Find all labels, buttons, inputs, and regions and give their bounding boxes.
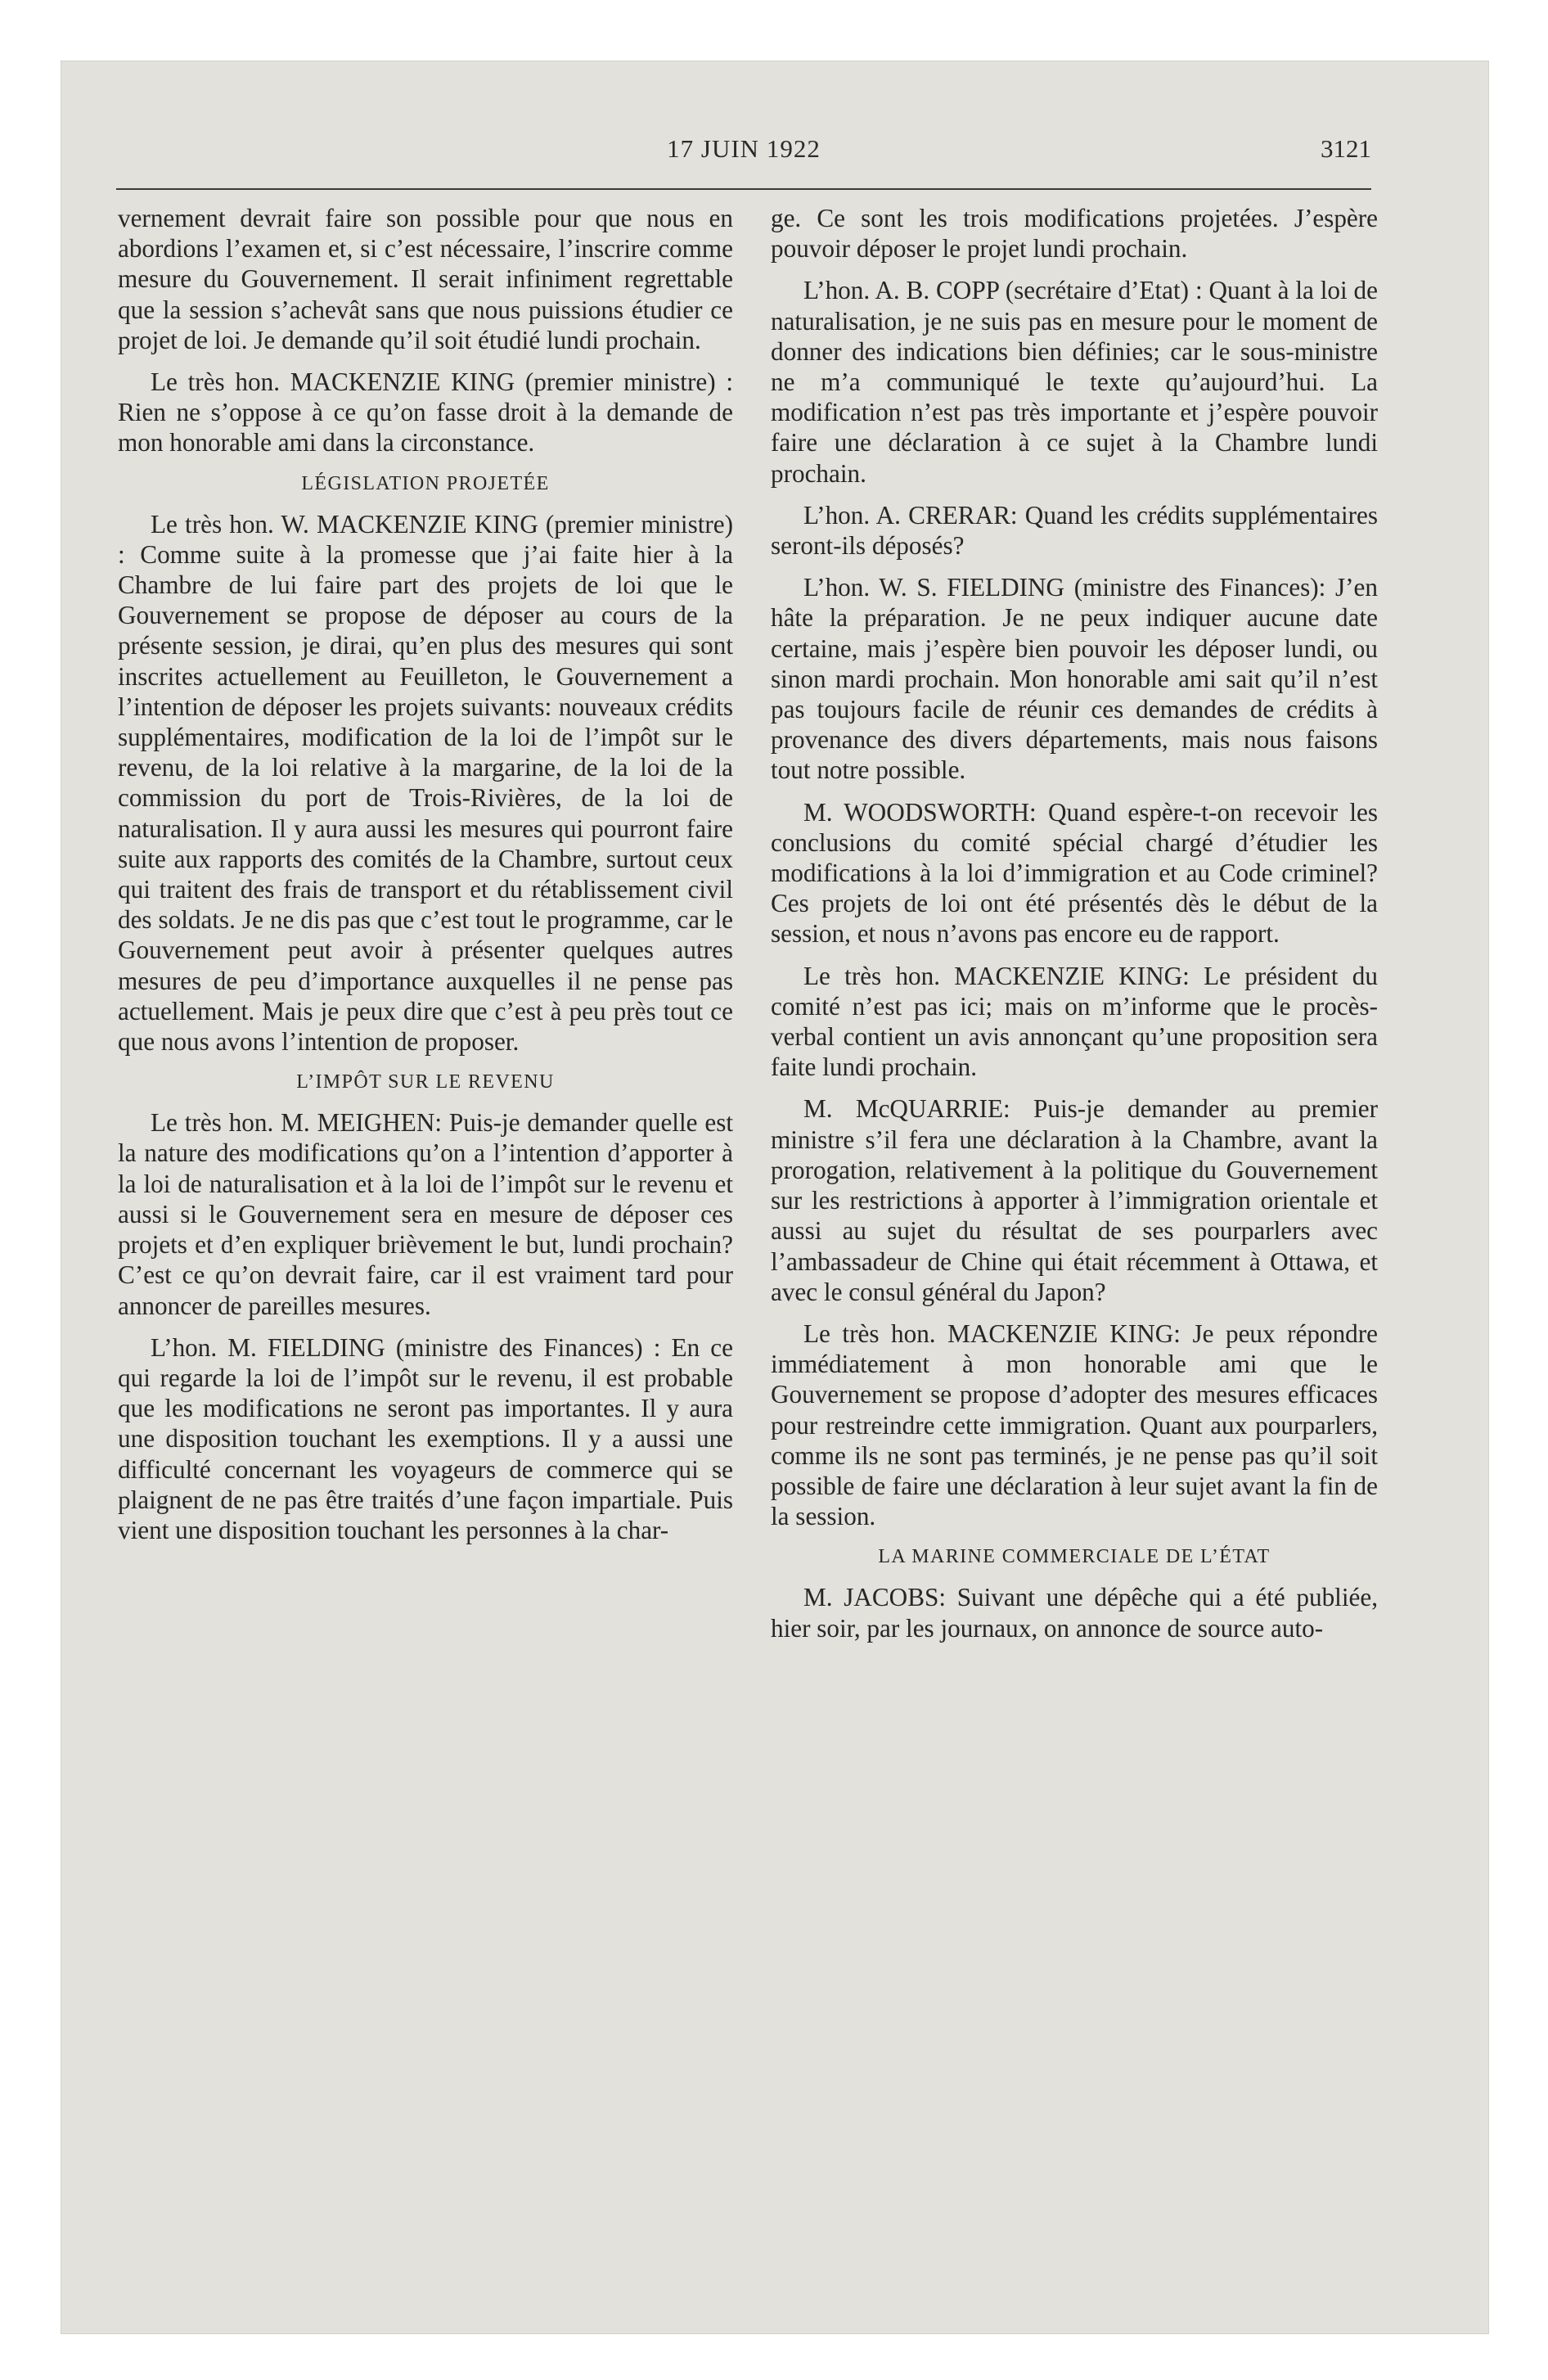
paragraph: L’hon. W. S. FIELDING (ministre des Finances): J’en hâte la préparation. Je ne peux indiquer aucune date certaine, mais j’espère bien pouvoir les déposer lundi, ou sinon mardi prochain. Mon honorable ami sait qu’il n’est pas toujours facile de réunir ces demandes de crédits à provenance des divers départements, mais nous faisons tout notre possible. bbox=[771, 573, 1378, 785]
paragraph: ge. Ce sont les trois modifications projetées. J’espère pouvoir déposer le projet lundi prochain. bbox=[771, 204, 1378, 264]
page-header bbox=[116, 134, 1371, 175]
paragraph: M. WOODSWORTH: Quand espère-t-on recevoir les conclusions du comité spécial chargé d’étudier les modifications à la loi d’immigration et au Code criminel? Ces projets de loi ont été présentés dès le début de la session, et nous n’avons pas encore eu de rapport. bbox=[771, 797, 1378, 949]
section-heading: L’IMPÔT SUR LE REVENU bbox=[296, 1071, 555, 1093]
paragraph: Le très hon. W. MACKENZIE KING (premier ministre) : Comme suite à la promesse que j’ai faite hier à la Chambre de lui faire part des projets de loi que le Gouvernement se propose de déposer au cours de la présente session, je dirai, qu’en plus des mesures qui sont inscrites actuellement au Feuilleton, le Gouvernement a l’intention de déposer les projets suivants: nouveaux crédits supplémentaires, modification de la loi de l’impôt sur le revenu, de la loi relative à la margarine, de la loi de la commission du port de Trois-Rivières, de la loi de naturalisation. Il y aura aussi les mesures qui pourront faire suite aux rapports des comités de la Chambre, surtout ceux qui traitent des frais de transport et du rétablissement civil des soldats. Je ne dis pas que c’est tout le programme, car le Gouvernement peut avoir à présenter quelques autres mesures de peu d’importance auxquelles il ne pense pas actuellement. Mais je peux dire que c’est à peu près tout ce que nous avons l’intention de proposer. bbox=[118, 509, 733, 1057]
paragraph: L’hon. A. CRERAR: Quand les crédits supplémentaires seront-ils déposés? bbox=[771, 500, 1378, 561]
header-rule bbox=[116, 188, 1371, 190]
paragraph: L’hon. A. B. COPP (secrétaire d’Etat) : Quant à la loi de naturalisation, je ne suis pas en mesure pour le moment de donner des indications bien définies; car le sous-ministre ne m’a communiqué le texte qu’aujourd’hui. La modification n’est pas très importante et j’espère pouvoir faire une déclaration à ce sujet à la Chambre lundi prochain. bbox=[771, 276, 1378, 488]
section-heading: LA MARINE COMMERCIALE DE L’ÉTAT bbox=[878, 1546, 1271, 1568]
paragraph: Le très hon. MACKENZIE KING (premier ministre) : Rien ne s’oppose à ce qu’on fasse droit à la demande de mon honorable ami dans la circonstance. bbox=[118, 367, 733, 458]
section-heading: LÉGISLATION PROJETÉE bbox=[301, 472, 550, 494]
page-date: 17 JUIN 1922 bbox=[667, 134, 821, 163]
paragraph: vernement devrait faire son possible pour que nous en abordions l’examen et, si c’est nécessaire, l’inscrire comme mesure du Gouvernement. Il serait infiniment regrettable que la session s’achevât sans que nous puissions étudier ce projet de loi. Je demande qu’il soit étudié lundi prochain. bbox=[118, 204, 733, 354]
left-column bbox=[118, 203, 733, 1557]
right-column bbox=[771, 203, 1378, 1655]
paragraph: L’hon. M. FIELDING (ministre des Finances) : En ce qui regarde la loi de l’impôt sur le revenu, il est probable que les modifications ne seront pas importantes. Il y aura une disposition touchant les exemptions. Il y a aussi une difficulté concernant les voyageurs de commerce qui se plaignent de ne pas être traités d’une façon impartiale. Puis vient une disposition touchant les personnes à la char- bbox=[118, 1332, 733, 1544]
paragraph: M. JACOBS: Suivant une dépêche qui a été publiée, hier soir, par les journaux, on annonce de source auto- bbox=[771, 1583, 1378, 1643]
paragraph: Le très hon. MACKENZIE KING: Le président du comité n’est pas ici; mais on m’informe que le procès-verbal contient un avis annonçant qu’une proposition sera faite lundi prochain. bbox=[771, 961, 1378, 1082]
paragraph: Le très hon. MACKENZIE KING: Je peux répondre immédiatement à mon honorable ami que le Gouvernement se propose d’adopter des mesures efficaces pour restreindre cette immigration. Quant aux pourparlers, comme ils ne sont pas terminés, je ne pense pas qu’il soit possible de faire une déclaration à leur sujet avant la fin de la session. bbox=[771, 1318, 1378, 1531]
paragraph: Le très hon. M. MEIGHEN: Puis-je demander quelle est la nature des modifications qu’on a l’intention d’apporter à la loi de naturalisation et à la loi de l’impôt sur le revenu et aussi si le Gouvernement sera en mesure de déposer ces projets et d’en expliquer brièvement le but, lundi prochain? C’est ce qu’on devrait faire, car il est vraiment tard pour annoncer de pareilles mesures. bbox=[118, 1108, 733, 1320]
page-number: 3121 bbox=[1321, 134, 1371, 163]
paragraph: M. McQUARRIE: Puis-je demander au premier ministre s’il fera une déclaration à la Chambre, avant la prorogation, relativement à la politique du Gouvernement sur les restrictions à apporter à l’immigration orientale et aussi au sujet du résultat de ses pourparlers avec l’ambassadeur de Chine qui était récemment à Ottawa, et avec le consul général du Japon? bbox=[771, 1094, 1378, 1306]
